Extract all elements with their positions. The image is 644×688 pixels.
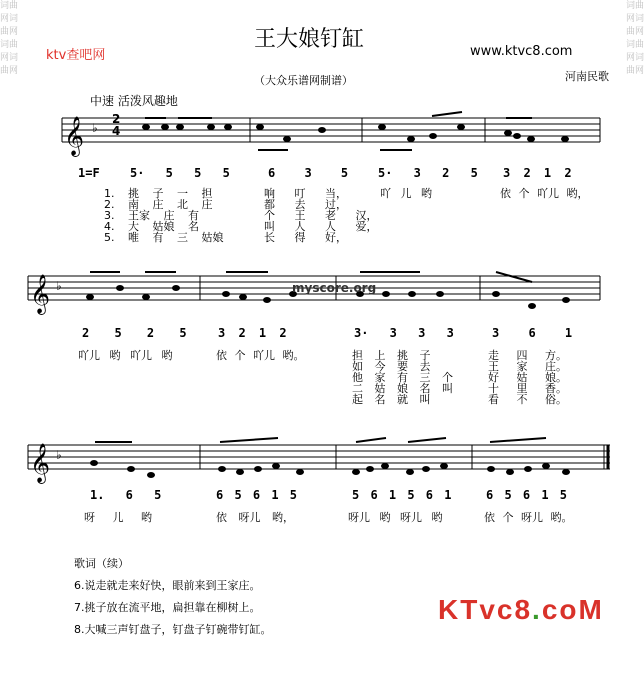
measure-2-4: 3 6 1 — [492, 326, 573, 340]
lyrics-3c: 呀儿 哟 呀儿 哟 — [348, 511, 443, 524]
measure-3-2: 6 5 6 1 5 — [216, 488, 298, 502]
key-signature: 1=F — [78, 166, 100, 180]
treble-clef-2: 𝄞 — [30, 274, 51, 314]
page-title: 王大娘钉缸 — [254, 27, 365, 52]
measure-2-3: 3· 3 3 3 — [354, 326, 454, 340]
site-url: www.ktvc8.com — [470, 44, 573, 59]
lyrics-2a: 吖儿 哟 吖儿 哟 — [78, 349, 173, 362]
measure-3-4: 6 5 6 1 5 — [486, 488, 568, 502]
maker-note: （大众乐谱网制谱） — [254, 74, 353, 87]
flat-sign-3: ♭ — [56, 448, 62, 462]
lyrics-3a: 呀 儿 哟 — [84, 511, 152, 524]
verse-8: 8.大喊三声钉盘子，钉盘子钉碗带钉缸。 — [74, 623, 272, 636]
measure-2-1: 2 5 2 5 — [82, 326, 187, 340]
ktvc8-logo: KTvc8.coM — [438, 594, 604, 625]
treble-clef-3: 𝄞 — [30, 443, 51, 483]
lyrics-3b: 依 呀儿 哟， — [216, 511, 294, 524]
treble-clef-1: 𝄞 — [64, 116, 85, 156]
flat-sign-1: ♭ — [92, 121, 98, 135]
staff-line-group-3 — [28, 445, 610, 469]
verse-6: 6.说走就走来好快，眼前来到王家庄。 — [74, 579, 261, 592]
measure-1-3: 5· 3 2 5 — [378, 166, 478, 180]
measure-2-2: 3 2 1 2 — [218, 326, 287, 340]
measure-1-2: 6 3 5 — [268, 166, 349, 180]
lyrics-1c: 吖 儿 哟 — [380, 187, 432, 200]
lyrics-3d: 依 个 呀儿 哟。 — [484, 511, 573, 524]
measure-3-3: 5 6 1 5 6 1 — [352, 488, 452, 502]
measure-1-1: 5· 5 5 5 — [130, 166, 230, 180]
side-watermark-left: 词曲网词曲网词曲网词曲网 — [0, 1, 19, 76]
measure-1-4: 3 2 1 2 — [503, 166, 572, 180]
lyrics-2c: 担 上 挑 子 如 今 要 去 他 家 有 三 个 二 姑 娘 名 叫 起 名 就 叫 — [352, 349, 453, 406]
site-name-cn: ktv查吧网 — [46, 48, 106, 63]
lyrics-1b: 响 叮 当， 都 去 过， 个 王 老 汉， 叫 人 人 爱， 长 得 好， — [264, 187, 378, 244]
verses-heading: 歌词（续） — [74, 557, 129, 570]
watermark-myscore: myscore.org — [292, 281, 377, 295]
side-watermark-right: 词曲网词曲网词曲网词曲网 — [626, 1, 644, 76]
song-origin: 河南民歌 — [565, 70, 609, 83]
lyrics-2b: 依 个 吖儿 哟。 — [216, 349, 305, 362]
flat-sign-2: ♭ — [56, 279, 62, 293]
lyrics-1d: 依 个 吖儿 哟， — [500, 187, 589, 200]
lyrics-1a: 1. 挑 子 一 担 2. 南 庄 北 庄 3. 王家 庄 有 4. 大 姑娘 名 5. 唯 有 三 姑娘 — [104, 187, 224, 244]
time-signature: 2 4 — [112, 112, 121, 138]
tempo-marking: 中速 活泼风趣地 — [90, 94, 178, 108]
lyrics-2d: 走 四 方。 王 家 庄。 好 姑 娘。 十 里 香。 看 不 俗。 — [488, 349, 567, 406]
verse-7: 7.挑子放在流平地，扁担靠在柳树上。 — [74, 601, 261, 614]
measure-3-1: 1. 6 5 — [90, 488, 162, 502]
